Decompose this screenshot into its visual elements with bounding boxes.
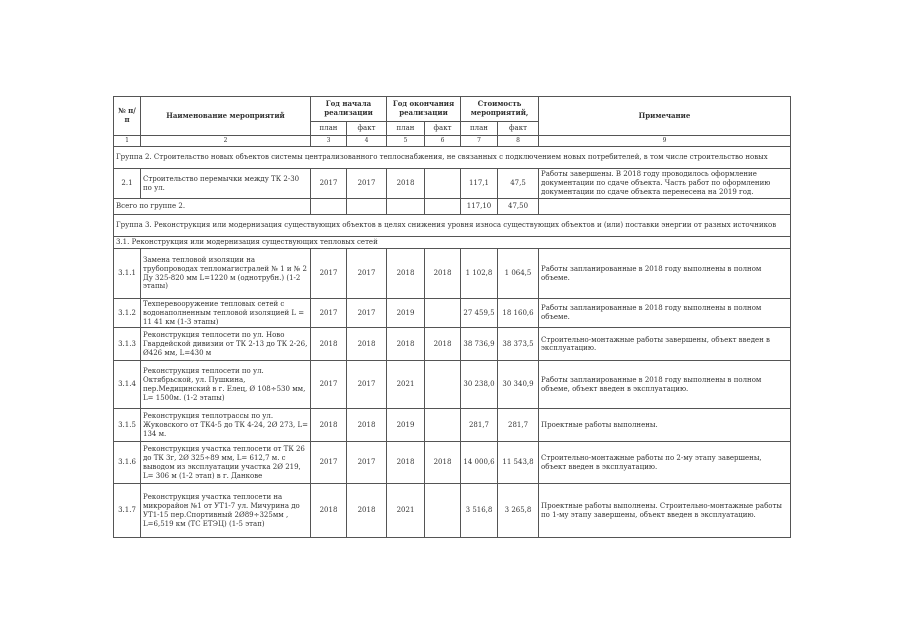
header-year-start: Год начала реализации: [311, 97, 387, 122]
year-end-plan: 2021: [387, 361, 425, 409]
year-start-plan: 2018: [311, 484, 347, 538]
year-end-fact: [425, 409, 461, 442]
header-row-1: [114, 97, 791, 122]
header-plan: план: [311, 122, 347, 136]
index-cell: 5: [387, 136, 425, 147]
row-name: Строительство перемычки между ТК 2-30 по ул.: [141, 169, 311, 199]
row-name: Реконструкция теплотрассы по ул. Жуковского от ТК4-5 до ТК 4-24, 2Ø 273, L= 134 м.: [141, 409, 311, 442]
row-num: 2.1: [114, 169, 141, 199]
table-row: [114, 328, 791, 361]
year-end-plan: 2018: [387, 442, 425, 484]
header-fact: факт: [498, 122, 539, 136]
header-name: Наименование мероприятий: [141, 97, 311, 136]
year-start-plan: 2018: [311, 409, 347, 442]
total-label: Всего по группе 2.: [114, 199, 311, 215]
row-note: Строительно-монтажные работы по 2-му этапу завершены, объект введен в эксплуатацию.: [539, 442, 791, 484]
year-start-fact: 2017: [347, 169, 387, 199]
row-num: 3.1.6: [114, 442, 141, 484]
year-start-fact: 2018: [347, 484, 387, 538]
row-note: Работы запланированные в 2018 году выполнены в полном объеме.: [539, 249, 791, 299]
year-end-fact: 2018: [425, 249, 461, 299]
group-2-title-row: [114, 147, 791, 169]
year-end-plan: 2019: [387, 299, 425, 328]
year-end-fact: [425, 299, 461, 328]
total-plan: 117,10: [461, 199, 498, 215]
year-end-plan: 2018: [387, 249, 425, 299]
year-start-plan: 2017: [311, 442, 347, 484]
row-note: Строительно-монтажные работы завершены, объект введен в эксплуатацию.: [539, 328, 791, 361]
row-note: Проектные работы выполнены.: [539, 409, 791, 442]
index-row: [114, 136, 791, 147]
row-name: Реконструкция теплосети по ул. Октябрьской, ул. Пушкина, пер.Медицинский в г. Елец, Ø 108÷530 мм, L= 1500м. (1-2 этапы): [141, 361, 311, 409]
index-cell: 8: [498, 136, 539, 147]
cost-plan: 30 238,0: [461, 361, 498, 409]
row-num: 3.1.1: [114, 249, 141, 299]
header-year-end: Год окончания реализации: [387, 97, 461, 122]
year-start-plan: 2017: [311, 169, 347, 199]
table-row: [114, 169, 791, 199]
index-cell: 4: [347, 136, 387, 147]
cost-plan: 1 102,8: [461, 249, 498, 299]
year-end-plan: 2018: [387, 328, 425, 361]
year-end-fact: [425, 169, 461, 199]
empty-cell: [539, 199, 791, 215]
year-start-fact: 2017: [347, 361, 387, 409]
cost-fact: 11 543,8: [498, 442, 539, 484]
total-fact: 47,50: [498, 199, 539, 215]
year-start-fact: 2017: [347, 442, 387, 484]
cost-fact: 281,7: [498, 409, 539, 442]
header-fact: факт: [347, 122, 387, 136]
cost-plan: 3 516,8: [461, 484, 498, 538]
index-cell: 6: [425, 136, 461, 147]
year-end-plan: 2019: [387, 409, 425, 442]
table-row: [114, 409, 791, 442]
cost-fact: 3 265,8: [498, 484, 539, 538]
row-num: 3.1.4: [114, 361, 141, 409]
group-3-subtitle-row: [114, 237, 791, 249]
row-name: Реконструкция теплосети по ул. Ново Гвардейской дивизии от ТК 2-13 до ТК 2-26, Ø426 мм, L=430 м: [141, 328, 311, 361]
header-num: № п/п: [114, 97, 141, 136]
row-note: Работы запланированные в 2018 году выполнены в полном объеме, объект введен в эксплуатацию.: [539, 361, 791, 409]
year-start-plan: 2017: [311, 249, 347, 299]
measures-table: [113, 96, 791, 538]
row-name: Реконструкция участка теплосети от ТК 26 до ТК 3г, 2Ø 325÷89 мм, L= 612,7 м. с выводом из эксплуатации участка 2Ø 219, L= 306 м (1-2 этап) в г. Данкове: [141, 442, 311, 484]
header-cost: Стоимость мероприятий,: [461, 97, 539, 122]
group-2-total-row: [114, 199, 791, 215]
header-note: Примечание: [539, 97, 791, 136]
year-end-plan: 2021: [387, 484, 425, 538]
year-start-fact: 2018: [347, 328, 387, 361]
group-3-subtitle: 3.1. Реконструкция или модернизация существующих тепловых сетей: [114, 237, 791, 249]
year-start-fact: 2017: [347, 299, 387, 328]
cost-fact: 1 064,5: [498, 249, 539, 299]
group-2-title: Группа 2. Строительство новых объектов системы централизованного теплоснабжения, не связанных с подключением новых потребителей, в том числе строительство новых: [114, 147, 791, 169]
header-fact: факт: [425, 122, 461, 136]
row-num: 3.1.2: [114, 299, 141, 328]
empty-cell: [425, 199, 461, 215]
year-start-plan: 2017: [311, 299, 347, 328]
row-note: Проектные работы выполнены. Строительно-монтажные работы по 1-му этапу завершены, объект введен в эксплуатацию.: [539, 484, 791, 538]
year-end-fact: [425, 361, 461, 409]
table-row: [114, 299, 791, 328]
index-cell: 2: [141, 136, 311, 147]
empty-cell: [387, 199, 425, 215]
table-row: [114, 442, 791, 484]
cost-plan: 27 459,5: [461, 299, 498, 328]
empty-cell: [311, 199, 347, 215]
cost-plan: 117,1: [461, 169, 498, 199]
row-name: Техперевооружение тепловых сетей с водонаполненным тепловой изоляцией L = 11 41 км (1-3 этапы): [141, 299, 311, 328]
cost-plan: 38 736,9: [461, 328, 498, 361]
group-3-title: Группа 3. Реконструкция или модернизация существующих объектов в целях снижения уровня износа существующих объектов и (или) поставки энергии от разных источников: [114, 215, 791, 237]
year-start-fact: 2018: [347, 409, 387, 442]
header-plan: план: [387, 122, 425, 136]
empty-cell: [347, 199, 387, 215]
table-row: [114, 484, 791, 538]
year-start-fact: 2017: [347, 249, 387, 299]
row-num: 3.1.3: [114, 328, 141, 361]
year-start-plan: 2017: [311, 361, 347, 409]
cost-plan: 14 000,6: [461, 442, 498, 484]
row-note: Работы запланированные в 2018 году выполнены в полном объеме.: [539, 299, 791, 328]
index-cell: 7: [461, 136, 498, 147]
year-end-fact: 2018: [425, 442, 461, 484]
table-row: [114, 361, 791, 409]
table-row: [114, 249, 791, 299]
cost-fact: 47,5: [498, 169, 539, 199]
cost-fact: 18 160,6: [498, 299, 539, 328]
row-name: Замена тепловой изоляции на трубопроводах тепломагистралей № 1 и № 2 Ду 325-820 мм L=1220 м (однотрубн.) (1-2 этапы): [141, 249, 311, 299]
year-end-plan: 2018: [387, 169, 425, 199]
group-3-title-row: [114, 215, 791, 237]
row-note: Работы завершены. В 2018 году проводилось оформление документации по сдаче объекта. Часть работ по оформлению документации по сдаче объекта перенесена на 2019 год.: [539, 169, 791, 199]
cost-fact: 38 373,5: [498, 328, 539, 361]
index-cell: 1: [114, 136, 141, 147]
row-num: 3.1.5: [114, 409, 141, 442]
cost-fact: 30 340,9: [498, 361, 539, 409]
year-end-fact: 2018: [425, 328, 461, 361]
index-cell: 3: [311, 136, 347, 147]
year-start-plan: 2018: [311, 328, 347, 361]
cost-plan: 281,7: [461, 409, 498, 442]
row-name: Реконструкция участка теплосети на микрорайон №1 от УТ1-7 ул. Мичурина до УТ1-15 пер.Спортивный 2Ø89÷325мм , L=6,519 км (ТС ЕТЭЦ) (1-5 этап): [141, 484, 311, 538]
header-plan: план: [461, 122, 498, 136]
row-num: 3.1.7: [114, 484, 141, 538]
index-cell: 9: [539, 136, 791, 147]
year-end-fact: [425, 484, 461, 538]
